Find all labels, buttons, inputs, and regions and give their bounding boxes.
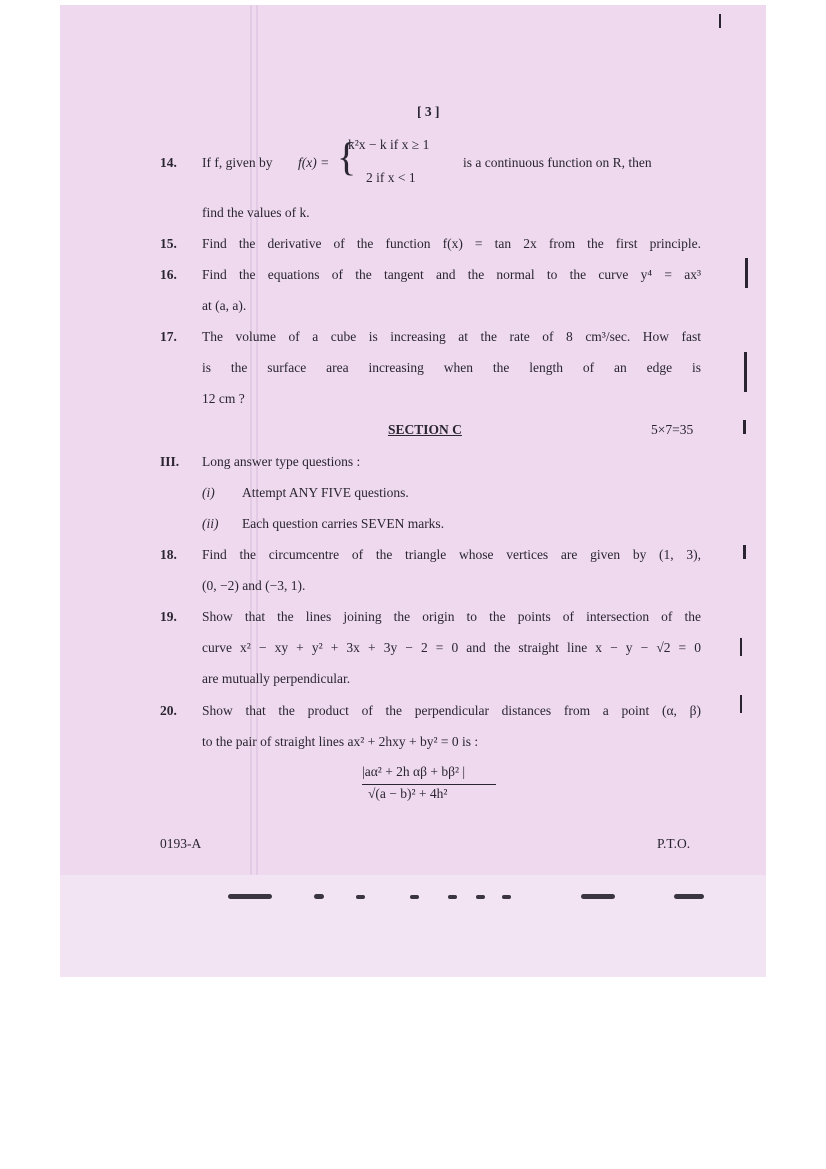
question-number: III. <box>160 454 180 469</box>
question-text: Find the derivative of the function f(x) = tan 2x from the first principle. <box>202 236 701 251</box>
question-text: The volume of a cube is increasing at the rate of 8 cm³/sec. How fast <box>202 329 701 344</box>
section-title: SECTION C <box>388 422 462 437</box>
question-text: Find the circumcentre of the triangle whose vertices are given by (1, 3), <box>202 547 701 562</box>
question-number: 18. <box>160 547 177 562</box>
function-label: f(x) = <box>298 155 330 170</box>
brace-symbol: { <box>337 134 357 179</box>
scan-mark <box>744 352 747 392</box>
scan-smudge <box>674 894 704 899</box>
instruction-text: Attempt ANY FIVE questions. <box>242 485 409 500</box>
fraction-bar <box>362 784 496 785</box>
question-text: is the surface area increasing when the length of an edge is <box>202 360 701 375</box>
question-number: 14. <box>160 155 177 170</box>
question-text: are mutually perpendicular. <box>202 671 351 686</box>
question-number: 20. <box>160 703 177 718</box>
scan-smudge <box>448 895 457 899</box>
instruction-heading: Long answer type questions : <box>202 454 361 469</box>
pto-note: P.T.O. <box>657 836 691 851</box>
scan-smudge <box>476 895 485 899</box>
question-number: 16. <box>160 267 177 282</box>
question-text: to the pair of straight lines ax² + 2hxy + by² = 0 is : <box>202 734 479 749</box>
question-text: Find the equations of the tangent and the normal to the curve y⁴ = ax³ <box>202 267 701 282</box>
question-text: at (a, a). <box>202 298 247 313</box>
formula-numerator: |aα² + 2h αβ + bβ² | <box>362 764 466 779</box>
piecewise-case: 2 if x < 1 <box>366 170 416 185</box>
scan-mark <box>719 14 721 28</box>
question-number: 17. <box>160 329 177 344</box>
question-number: 19. <box>160 609 177 624</box>
section-marks: 5×7=35 <box>651 422 694 437</box>
question-text: If f, given by <box>202 155 273 170</box>
lower-band <box>60 875 766 977</box>
question-text: curve x² − xy + y² + 3x + 3y − 2 = 0 and the straight line x − y − √2 = 0 <box>202 640 701 655</box>
scan-smudge <box>410 895 419 899</box>
question-number: 15. <box>160 236 177 251</box>
paper-code: 0193-A <box>160 836 202 851</box>
scan-smudge <box>581 894 615 899</box>
scan-mark <box>740 638 742 656</box>
question-text: Show that the lines joining the origin to the points of intersection of the <box>202 609 701 624</box>
page-number: [ 3 ] <box>417 104 440 119</box>
scan-smudge <box>314 894 324 899</box>
question-text: find the values of k. <box>202 205 310 220</box>
question-text: is a continuous function on R, then <box>463 155 652 170</box>
scan-mark <box>740 695 742 713</box>
scan-mark <box>745 258 748 288</box>
piecewise-case: k²x − k if x ≥ 1 <box>348 137 430 152</box>
instruction-text: Each question carries SEVEN marks. <box>242 516 445 531</box>
scan-mark <box>743 545 746 559</box>
instruction-label: (ii) <box>202 516 219 531</box>
scan-smudge <box>356 895 365 899</box>
question-text: 12 cm ? <box>202 391 245 406</box>
question-text: (0, −2) and (−3, 1). <box>202 578 306 593</box>
instruction-label: (i) <box>202 485 215 500</box>
question-text: Show that the product of the perpendicular distances from a point (α, β) <box>202 703 701 718</box>
scan-smudge <box>228 894 272 899</box>
scan-mark <box>743 420 746 434</box>
scan-smudge <box>502 895 511 899</box>
formula-denominator: √(a − b)² + 4h² <box>368 786 448 801</box>
